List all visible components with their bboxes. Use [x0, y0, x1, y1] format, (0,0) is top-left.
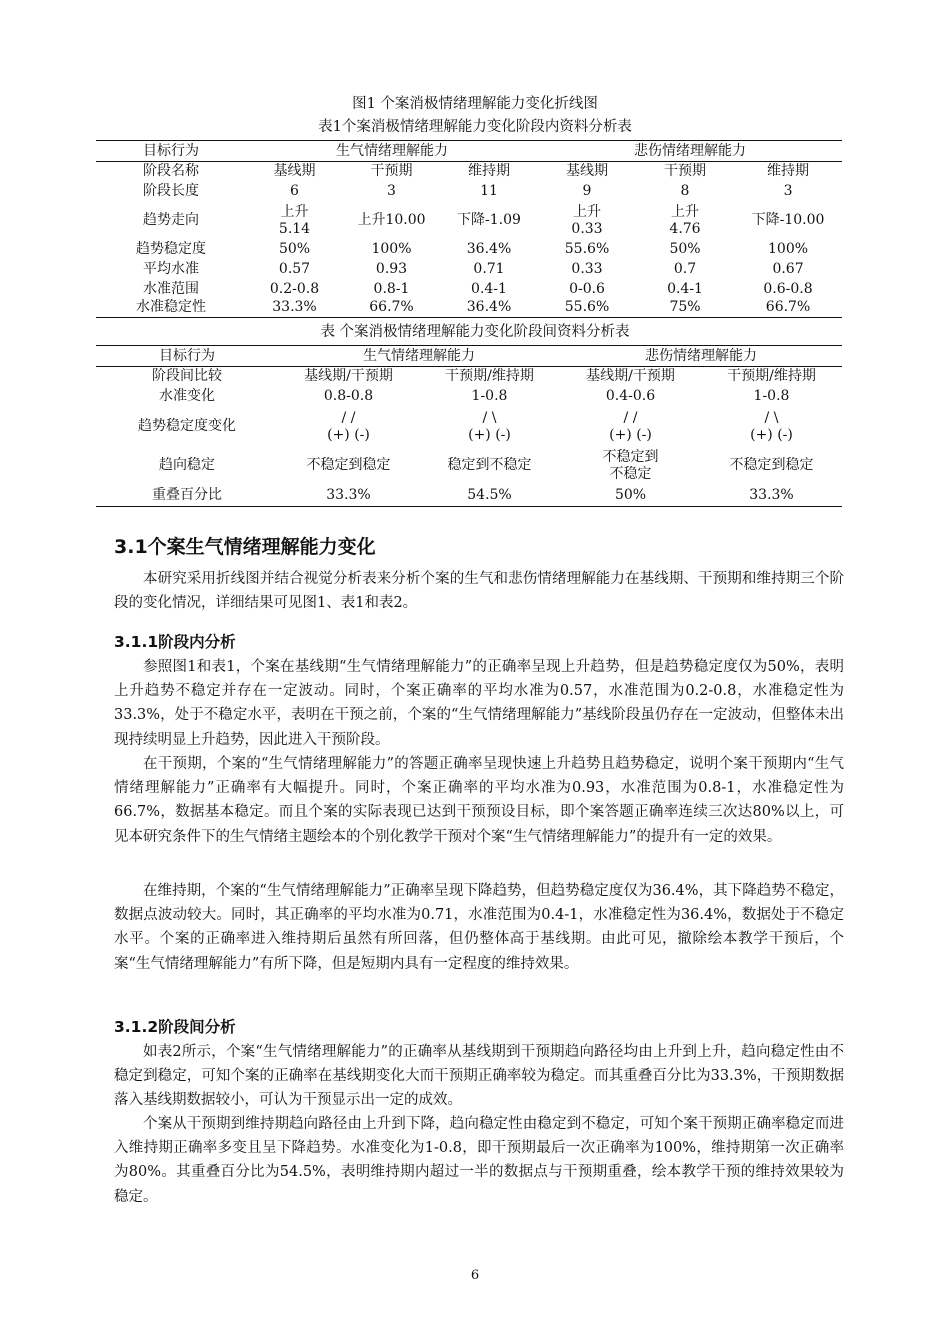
table1-cell: 6	[290, 183, 299, 199]
table1-cell: 36.4%	[466, 241, 512, 257]
table1-cell: 干预期	[664, 163, 707, 180]
table1-cell: 55.6%	[564, 241, 610, 257]
table1-group2-header: 悲伤情绪理解能力	[538, 141, 842, 162]
table2-cell: 稳定到不稳定	[447, 457, 532, 473]
section-heading-3-1: 3.1个案生气情绪理解能力变化	[114, 536, 376, 558]
table1-cell: 干预期	[370, 163, 413, 180]
paragraph-1: 参照图1和表1，个案在基线期“生气情绪理解能力”的正确率呈现上升趋势，但是趋势稳定度仅为50%，表明上升趋势不稳定并存在一定波动。同时，个案正确率的平均水准为0.57，水准范围为0.2-0.8，水准稳定性为33.3%，处于不稳定水平，表明在干预之前，个案的“生气情绪理解能力”基线阶段虽仍存在一定波动，但整体未出现持续明显上升趋势，因此进入干预阶段。	[114, 659, 844, 748]
table2-col0-header: 目标行为	[96, 346, 278, 367]
table2-cell: 33.3%	[701, 485, 842, 507]
table1-cell: 上升 5.14	[278, 203, 311, 237]
table1-cell: 66.7%	[343, 299, 440, 318]
table1-cell: 0.8-1	[373, 280, 410, 297]
table1-cell: 上升 0.33	[571, 203, 603, 237]
table1-row-label: 趋势稳定度	[136, 241, 206, 257]
table2-row	[96, 367, 842, 387]
table1-caption: 表1个案消极情绪理解能力变化阶段内资料分析表	[318, 119, 632, 135]
table1-cell: 50%	[278, 241, 311, 257]
paragraph-intro: 本研究采用折线图并结合视觉分析表来分析个案的生气和悲伤情绪理解能力在基线期、干预期和维持期三个阶段的变化情况，详细结果可见图1、表1和表2。	[114, 571, 844, 612]
table1-cell: 0.4-1	[471, 280, 507, 297]
table2-cell: 基线期/干预期	[304, 368, 393, 385]
table2-cell: / / (+) (-)	[609, 409, 652, 443]
paragraph-5: 个案从干预期到维持期趋向路径由上升到下降，趋向稳定性由稳定到不稳定，可知个案干预期正确率稳定而进入维持期正确率多变且呈下降趋势。水准变化为1-0.8，即干预期最后一次正确率为100%，维持期第一次正确率为80%。其重叠百分比为54.5%，表明维持期内超过一半的数据点与干预期重叠，绘本教学干预的维持效果较为稳定。	[114, 1116, 844, 1205]
table1-cell: 0.2-0.8	[269, 280, 320, 297]
table1-cell: 75%	[636, 299, 734, 318]
table1-row	[96, 260, 842, 280]
table2-row-label: 水准变化	[159, 388, 215, 404]
table1-row	[96, 162, 842, 182]
paragraph-2: 在干预期，个案的“生气情绪理解能力”的答题正确率呈现快速上升趋势且趋势稳定，说明个案干预期内“生气情绪理解能力”正确率有大幅提升。同时，个案正确率的平均水准为0.93，水准范围为0.8-1，水准稳定性为66.7%，数据基本稳定。而且个案的实际表现已达到干预预设目标，即个案答题正确率连续三次达80%以上，可见本研究条件下的生气情绪主题绘本的个别化教学干预对个案“生气情绪理解能力”的提升有一定的效果。	[114, 756, 844, 845]
table2-cell: 基线期/干预期	[586, 368, 675, 385]
table1-cell: 9	[582, 183, 592, 199]
table1-cell: 基线期	[566, 163, 609, 180]
table2-row	[96, 407, 842, 447]
table2-cell: 33.3%	[278, 485, 419, 507]
table1-cell: 50%	[669, 241, 701, 257]
table1-cell: 66.7%	[734, 299, 842, 318]
table2-row-label: 阶段间比较	[152, 368, 222, 385]
table2-body	[96, 367, 842, 507]
table1-row	[96, 299, 842, 318]
table1-row-label: 水准稳定性	[96, 299, 246, 318]
table1-cell: 100%	[371, 241, 412, 257]
table2-cell: 1-0.8	[753, 388, 790, 404]
table2-cell: 0.8-0.8	[323, 388, 374, 404]
table1-row-label: 趋势走向	[143, 212, 199, 228]
table1-cell: 0.33	[571, 261, 603, 277]
table2-cell: / / (+) (-)	[327, 409, 370, 443]
table1-cell: 3	[387, 183, 396, 199]
table2-group1-header: 生气情绪理解能力	[278, 346, 560, 367]
table1-cell: 下降-1.09	[457, 212, 521, 228]
table2	[96, 345, 842, 507]
table2-caption: 表 个案消极情绪理解能力变化阶段间资料分析表	[320, 324, 630, 340]
table2-cell: 不稳定到稳定	[729, 457, 814, 473]
table1-row	[96, 240, 842, 260]
table1-row-label: 平均水准	[143, 261, 199, 277]
table1-cell: 55.6%	[538, 299, 636, 318]
paragraph-4: 如表2所示，个案“生气情绪理解能力”的正确率从基线期到干预期趋向路径均由上升到上升，趋向稳定性由不稳定到稳定，可知个案的正确率在基线期变化大而干预期正确率较为稳定。而其重叠百分比为33.3%，干预期数据落入基线期数据较小，可认为干预显示出一定的成效。	[114, 1044, 844, 1109]
table1-cell: 11	[480, 183, 498, 199]
table2-cell: 0.4-0.6	[605, 388, 656, 404]
table2-row	[96, 485, 842, 507]
table1-cell: 36.4%	[440, 299, 538, 318]
figure-caption: 图1 个案消极情绪理解能力变化折线图	[352, 96, 598, 112]
table1-row-label: 阶段长度	[143, 183, 199, 199]
table1-cell: 100%	[768, 241, 809, 257]
table1-row	[96, 280, 842, 299]
table1-row-label: 阶段名称	[143, 163, 199, 180]
table2-cell: 干预期/维持期	[727, 368, 816, 385]
table1-cell: 基线期	[273, 163, 316, 180]
section-heading-3-1-1: 3.1.1阶段内分析	[114, 633, 236, 651]
table2-header-row	[96, 346, 842, 367]
table1-row	[96, 202, 842, 240]
table2-row	[96, 387, 842, 407]
table1-cell: 3	[783, 183, 793, 199]
table1-cell: 上升 4.76	[669, 203, 701, 237]
table2-cell: 54.5%	[419, 485, 560, 507]
table2-cell: 1-0.8	[471, 388, 508, 404]
table1-cell: 0.4-1	[667, 280, 703, 297]
table2-cell: 不稳定到稳定	[306, 457, 391, 473]
table1-group1-header: 生气情绪理解能力	[246, 141, 538, 162]
table2-cell: 不稳定到 不稳定	[602, 448, 659, 482]
table1-cell: 33.3%	[246, 299, 343, 318]
table1-body	[96, 162, 842, 318]
table1-cell: 维持期	[767, 163, 810, 180]
paragraph-3: 在维持期，个案的“生气情绪理解能力”正确率呈现下降趋势，但趋势稳定度仅为36.4%，其下降趋势不稳定，数据点波动较大。同时，其正确率的平均水准为0.71，水准范围为0.4-1，水准稳定性为36.4%，数据处于不稳定水平。个案的正确率进入维持期后虽然有所回落，但仍整体高于基线期。由此可见，撤除绘本教学干预后，个案“生气情绪理解能力”有所下降，但是短期内具有一定程度的维持效果。	[114, 883, 844, 972]
table1-cell: 0.7	[673, 261, 697, 277]
table1-cell: 8	[680, 183, 690, 199]
table2-cell: 干预期/维持期	[445, 368, 534, 385]
table1-row-label: 水准范围	[143, 280, 199, 297]
table2-row-label: 趋势稳定度变化	[138, 418, 236, 434]
table2-group2-header: 悲伤情绪理解能力	[560, 346, 842, 367]
table2-cell: / \ (+) (-)	[468, 409, 511, 443]
table1-cell: 下降-10.00	[751, 212, 825, 228]
table1-cell: 0-0.6	[569, 280, 605, 297]
section-heading-3-1-2: 3.1.2阶段间分析	[114, 1018, 236, 1036]
table2-row-label: 重叠百分比	[96, 485, 278, 507]
table1-cell: 上升10.00	[357, 212, 426, 228]
table1-cell: 0.6-0.8	[763, 280, 813, 297]
table1-cell: 维持期	[468, 163, 510, 180]
table1-row	[96, 182, 842, 202]
table2-row	[96, 447, 842, 485]
table1-cell: 0.71	[473, 261, 505, 277]
table1-header-row	[96, 141, 842, 162]
table1-col0-header: 目标行为	[96, 141, 246, 162]
table1-cell: 0.57	[278, 261, 311, 277]
table1-cell: 0.67	[772, 261, 804, 277]
table2-cell: 50%	[560, 485, 701, 507]
page-number: 6	[470, 1268, 480, 1283]
table1-cell: 0.93	[375, 261, 408, 277]
table1	[96, 140, 842, 318]
table2-row-label: 趋向稳定	[159, 457, 215, 473]
table2-cell: / \ (+) (-)	[750, 409, 793, 443]
